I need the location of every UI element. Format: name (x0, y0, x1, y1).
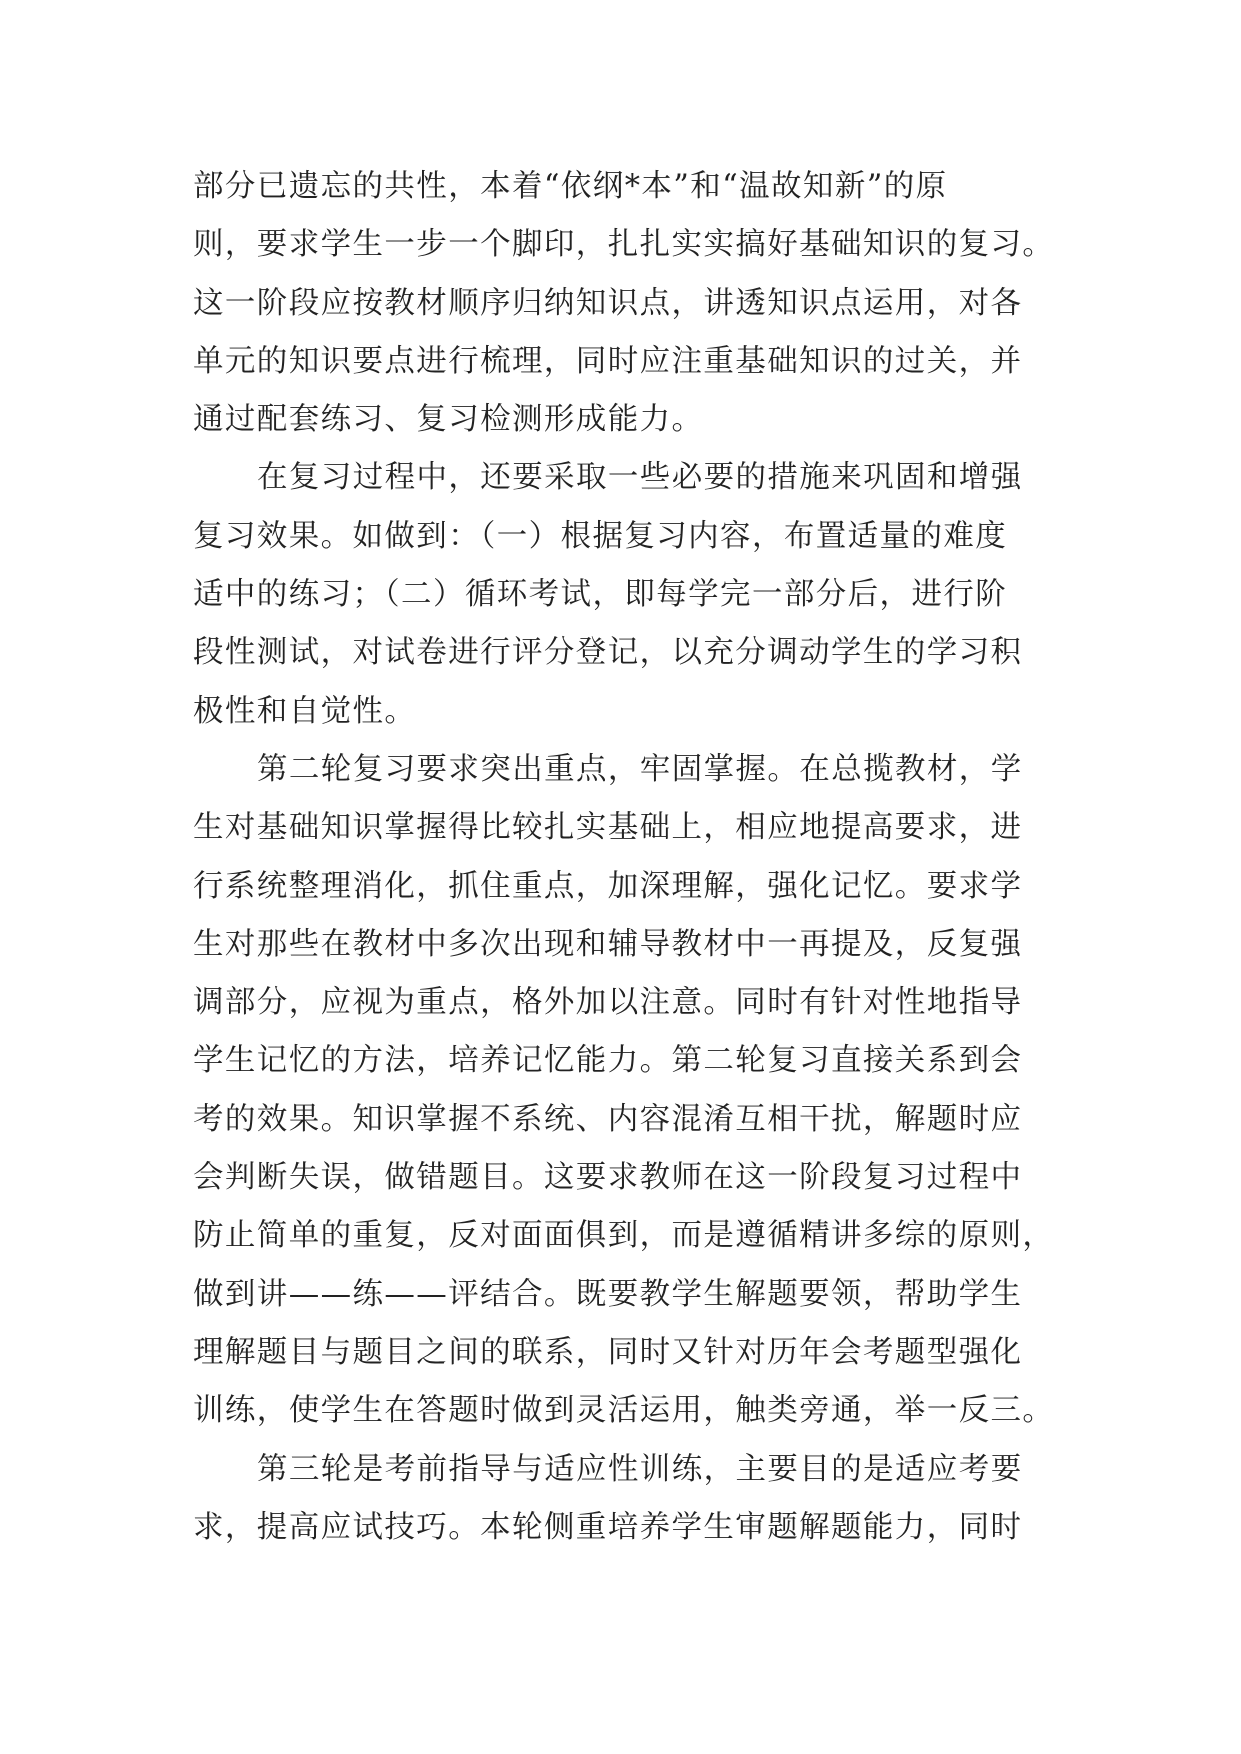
text-line: 做到讲——练——评结合。既要教学生解题要领，帮助学生 (193, 1276, 1023, 1312)
paragraph (193, 1441, 1053, 1558)
text-line: 行系统整理消化，抓住重点，加深理解，强化记忆。要求学 (193, 868, 1023, 904)
text-line: 复习效果。如做到：（一）根据复习内容，布置适量的难度 (193, 518, 1008, 554)
text-line: 理解题目与题目之间的联系，同时又针对历年会考题型强化 (193, 1334, 1023, 1370)
text-line: 这一阶段应按教材顺序归纳知识点，讲透知识点运用，对各 (193, 285, 1023, 321)
text-line: 训练，使学生在答题时做到灵活运用，触类旁通，举一反三。 (193, 1393, 1055, 1429)
text-line: 通过配套练习、复习检测形成能力。 (193, 402, 704, 438)
text-line: 学生记忆的方法，培养记忆能力。第二轮复习直接关系到会 (193, 1043, 1023, 1079)
text-line: 考的效果。知识掌握不系统、内容混淆互相干扰，解题时应 (193, 1101, 1023, 1137)
text-line: 生对基础知识掌握得比较扎实基础上，相应地提高要求，进 (193, 810, 1023, 846)
text-line: 则，要求学生一步一个脚印，扎扎实实搞好基础知识的复习。 (193, 227, 1055, 263)
text-line: 段性测试，对试卷进行评分登记，以充分调动学生的学习积 (193, 635, 1023, 671)
text-line: 部分已遗忘的共性，本着“依纲*本”和“温故知新”的原 (193, 169, 948, 204)
text-line: 生对那些在教材中多次出现和辅导教材中一再提及，反复强 (193, 926, 1023, 962)
paragraph (193, 158, 1053, 449)
text-line: 适中的练习；（二）循环考试，即每学完一部分后，进行阶 (193, 577, 1008, 613)
paragraph (193, 449, 1053, 740)
text-line: 单元的知识要点进行梳理，同时应注重基础知识的过关，并 (193, 343, 1023, 379)
paragraph (193, 741, 1053, 1441)
text-line: 在复习过程中，还要采取一些必要的措施来巩固和增强 (257, 460, 1023, 496)
body-text (193, 158, 1053, 1557)
text-line: 防止简单的重复，反对面面俱到，而是遵循精讲多综的原则， (193, 1218, 1055, 1254)
text-line: 第三轮是考前指导与适应性训练，主要目的是适应考要 (257, 1451, 1023, 1487)
text-line: 求，提高应试技巧。本轮侧重培养学生审题解题能力，同时 (193, 1509, 1023, 1545)
text-line: 极性和自觉性。 (193, 693, 417, 729)
text-line: 调部分，应视为重点，格外加以注意。同时有针对性地指导 (193, 985, 1023, 1021)
text-line: 会判断失误，做错题目。这要求教师在这一阶段复习过程中 (193, 1160, 1023, 1196)
text-line: 第二轮复习要求突出重点，牢固掌握。在总揽教材，学 (257, 751, 1023, 787)
